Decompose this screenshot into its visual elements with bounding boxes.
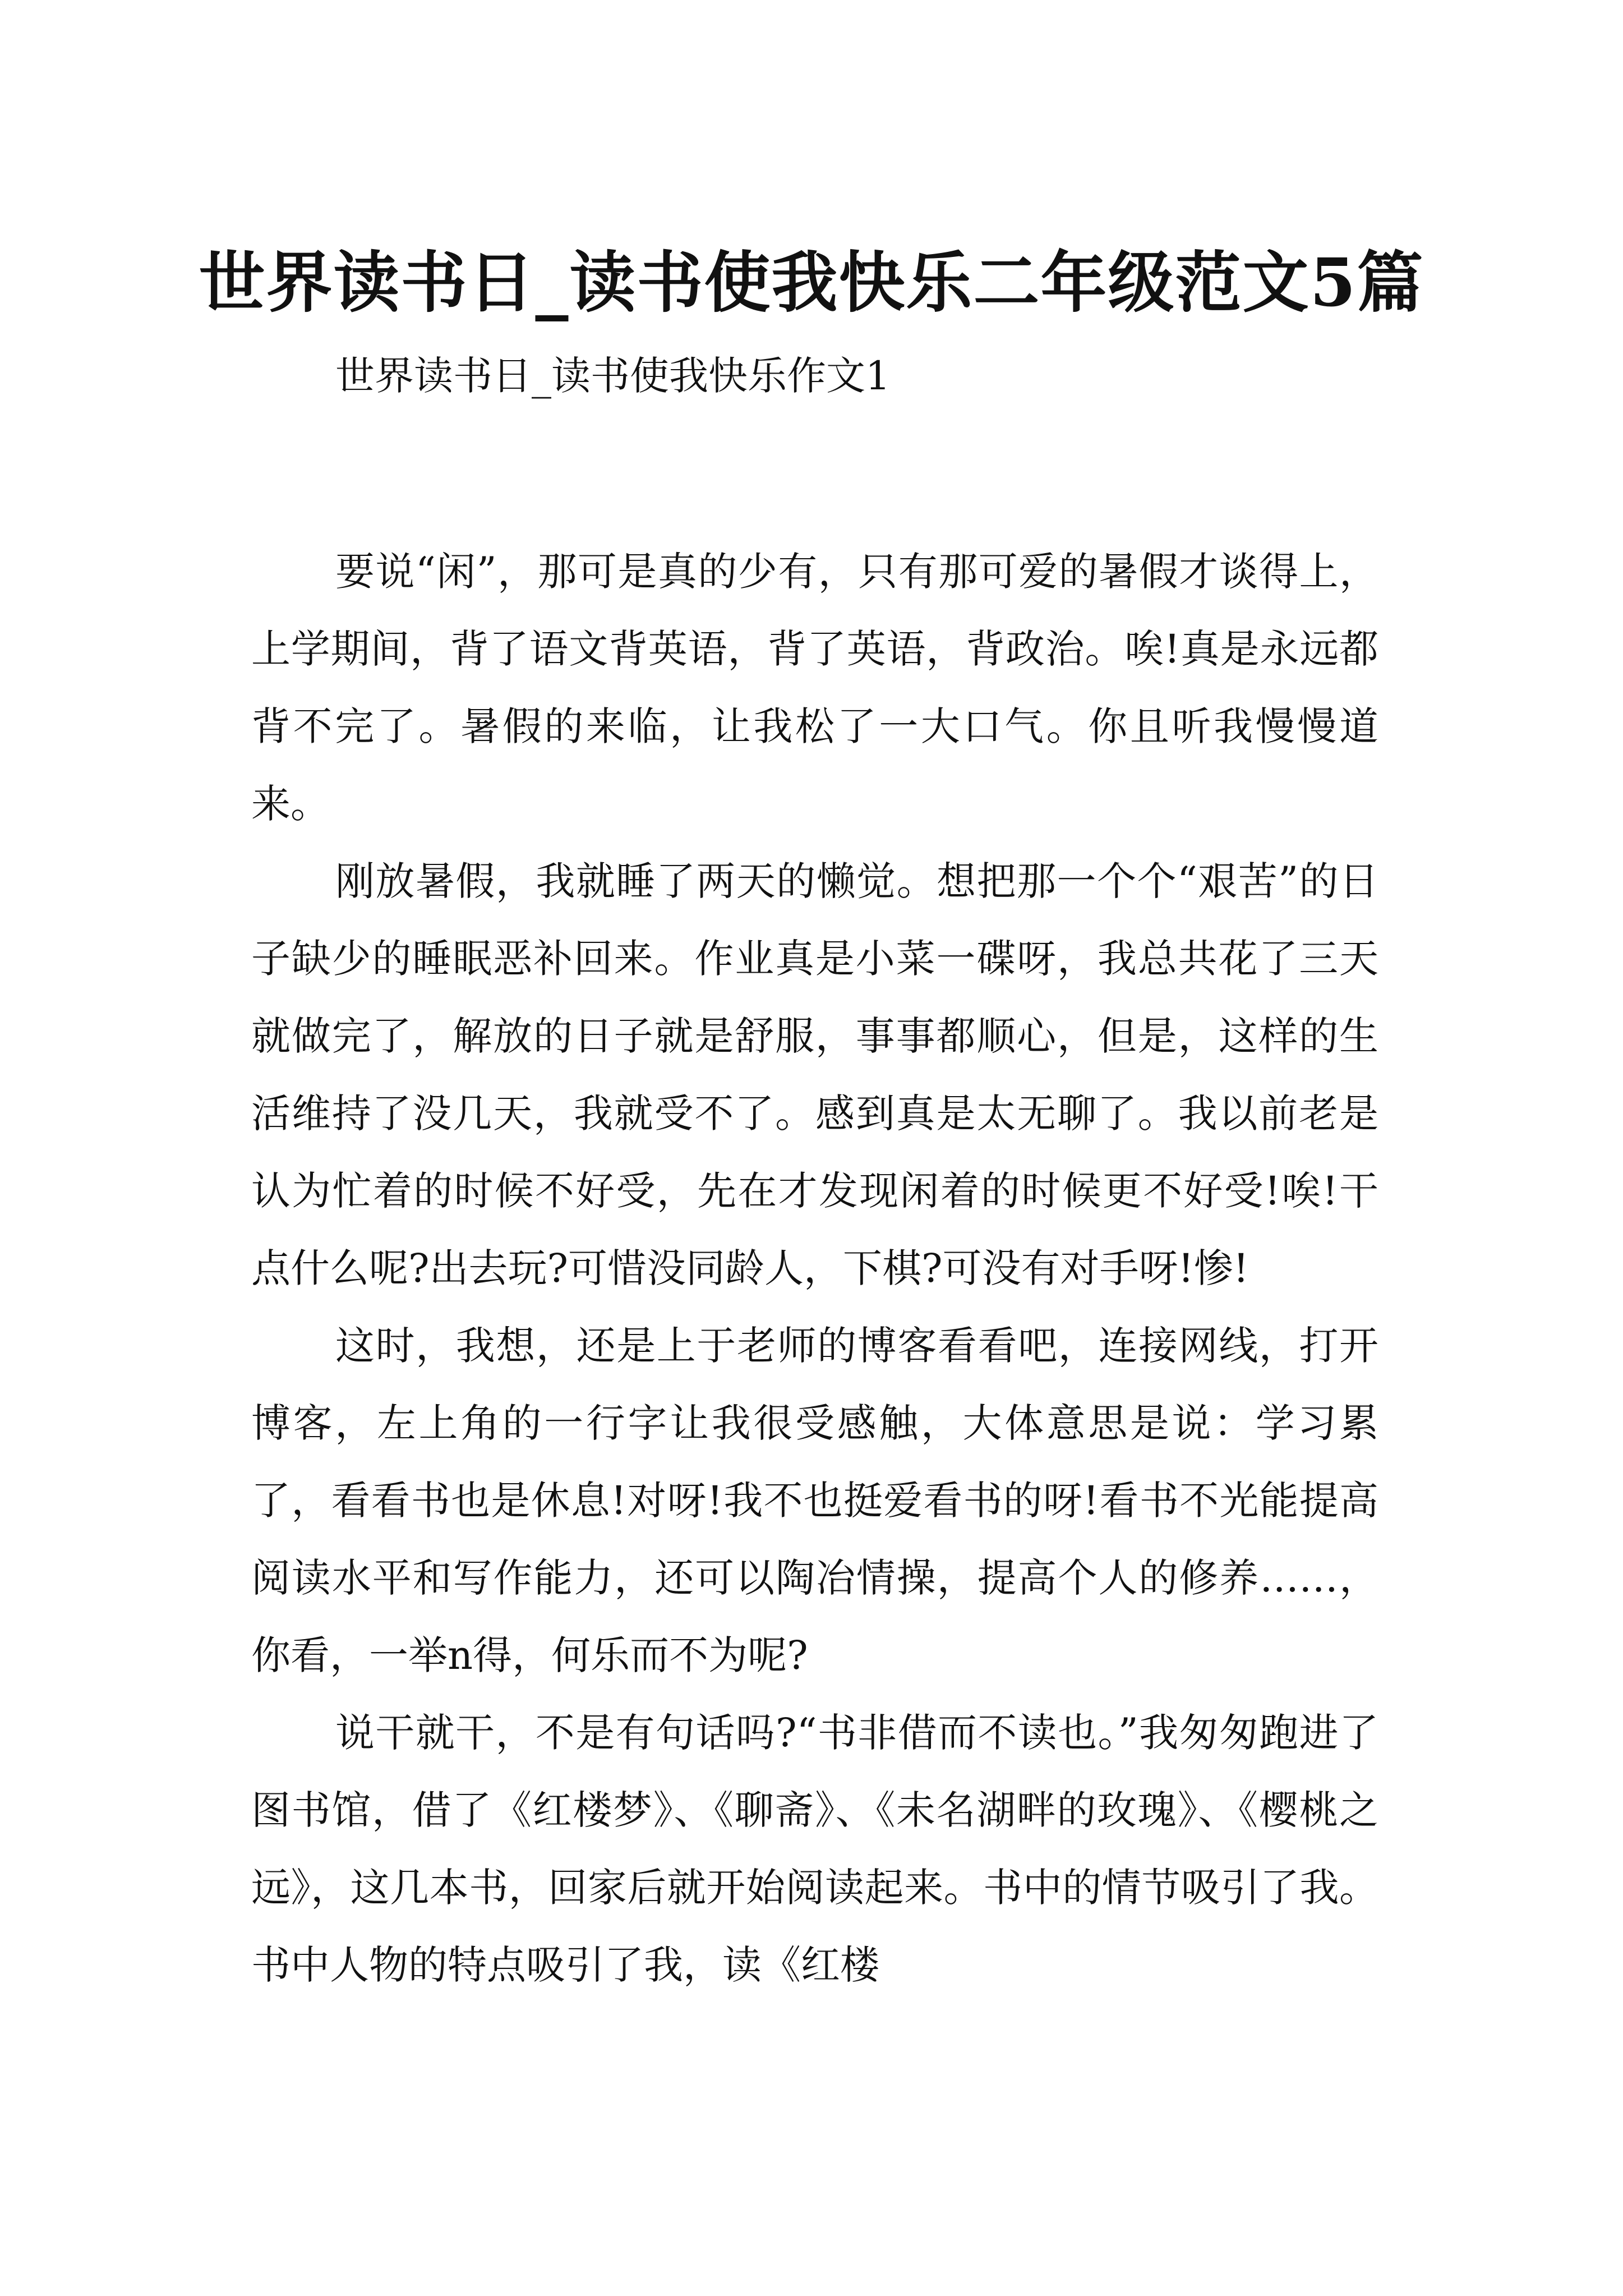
paragraph: 刚放暑假，我就睡了两天的懒觉。想把那一个个“艰苦”的日子缺少的睡眠恶补回来。作业真是小菜一碟呀，我总共花了三天就做完了，解放的日子就是舒服，事事都顺心，但是，这样的生活维持了没几天，我就受不了。感到真是太无聊了。我以前老是认为忙着的时候不好受，先在才发现闲着的时候更不好受!唉!干点什么呢?出去玩?可惜没同龄人，下棋?可没有对手呀!惨!	[251, 858, 1378, 1291]
paragraph: 这时，我想，还是上于老师的博客看看吧，连接网线，打开博客，左上角的一行字让我很受感触，大体意思是说：学习累了，看看书也是休息!对呀!我不也挺爱看书的呀!看书不光能提高阅读水平和写作能力，还可以陶冶情操，提高个人的修养……，你看，一举n得，何乐而不为呢?	[251, 1323, 1378, 1678]
document-body	[251, 533, 1378, 2004]
document-title: 世界读书日_读书使我快乐二年级范文5篇	[199, 243, 1424, 322]
paragraph: 要说“闲”，那可是真的少有，只有那可爱的暑假才谈得上，上学期间，背了语文背英语，背了英语，背政治。唉!真是永远都背不完了。暑假的来临，让我松了一大口气。你且听我慢慢道来。	[251, 549, 1378, 827]
paragraph: 说干就干，不是有句话吗?“书非借而不读也。”我匆匆跑进了图书馆，借了《红楼梦》、《聊斋》、《未名湖畔的玫瑰》、《樱桃之远》，这几本书，回家后就开始阅读起来。书中的情节吸引了我。书中人物的特点吸引了我，读《红楼	[251, 1710, 1378, 1988]
document-subtitle: 世界读书日_读书使我快乐作文1	[335, 353, 891, 399]
